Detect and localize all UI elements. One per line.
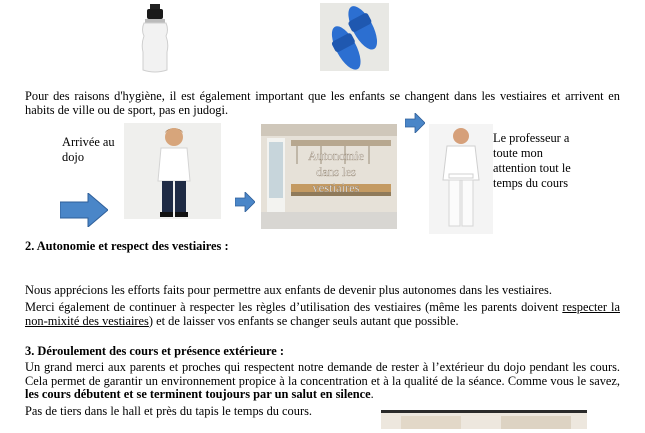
- section3-p1-start: Un grand merci aux parents et proches qui respectent notre demande de rester à l’extérieur du dojo pendant les cours. Cela permet de garantir un environnement propice à la concentration et à la qualité de la séance. Comme vous le savez,: [25, 360, 620, 388]
- section3-paragraph-2: Pas de tiers dans le hall et près du tapis le temps du cours.: [25, 404, 312, 418]
- section2-heading: 2. Autonomie et respect des vestiaires :: [25, 239, 229, 253]
- section3-heading: 3. Déroulement des cours et présence extérieure :: [25, 344, 284, 358]
- arrow-right-icon: [235, 192, 255, 212]
- section3-paragraph-1: [25, 361, 620, 402]
- judoka-photo: [429, 124, 493, 234]
- section2-p2-end: ) et de laisser vos enfants se changer seuls autant que possible.: [148, 313, 459, 328]
- section2-paragraph-2: [25, 301, 620, 328]
- section2-p2-underlined: respecter la non-mixité des vestiaires: [25, 300, 620, 328]
- section2-paragraph-1: Nous apprécions les efforts faits pour permettre aux enfants de devenir plus autonomes dans les vestiaires.: [25, 283, 552, 297]
- hygiene-paragraph: Pour des raisons d'hygiène, il est également important que les enfants se changent dans les vestiaires et arrivent en habits de ville ou de sport, pas en judogi.: [25, 89, 620, 117]
- child-photo: [124, 123, 221, 219]
- water-bottle-image: [136, 4, 174, 74]
- arrow-right-icon: [60, 193, 108, 227]
- professor-label: Le professeur a toute mon attention tout le temps du cours: [493, 131, 571, 190]
- room-caption: Autonomie dans les vestiaires: [308, 149, 364, 195]
- section3-p1-bold: les cours débutent et se terminent toujours par un salut en silence: [25, 387, 371, 402]
- hall-photo: [381, 410, 587, 429]
- section2-p2-start: Merci également de continuer à respecter les règles d’utilisation des vestiaires (même les parents doivent: [25, 300, 563, 314]
- sandals-image: [320, 3, 389, 71]
- arrival-label: Arrivée au dojo: [62, 135, 115, 164]
- section3-p1-end: .: [370, 387, 374, 402]
- arrow-right-icon: [405, 113, 425, 133]
